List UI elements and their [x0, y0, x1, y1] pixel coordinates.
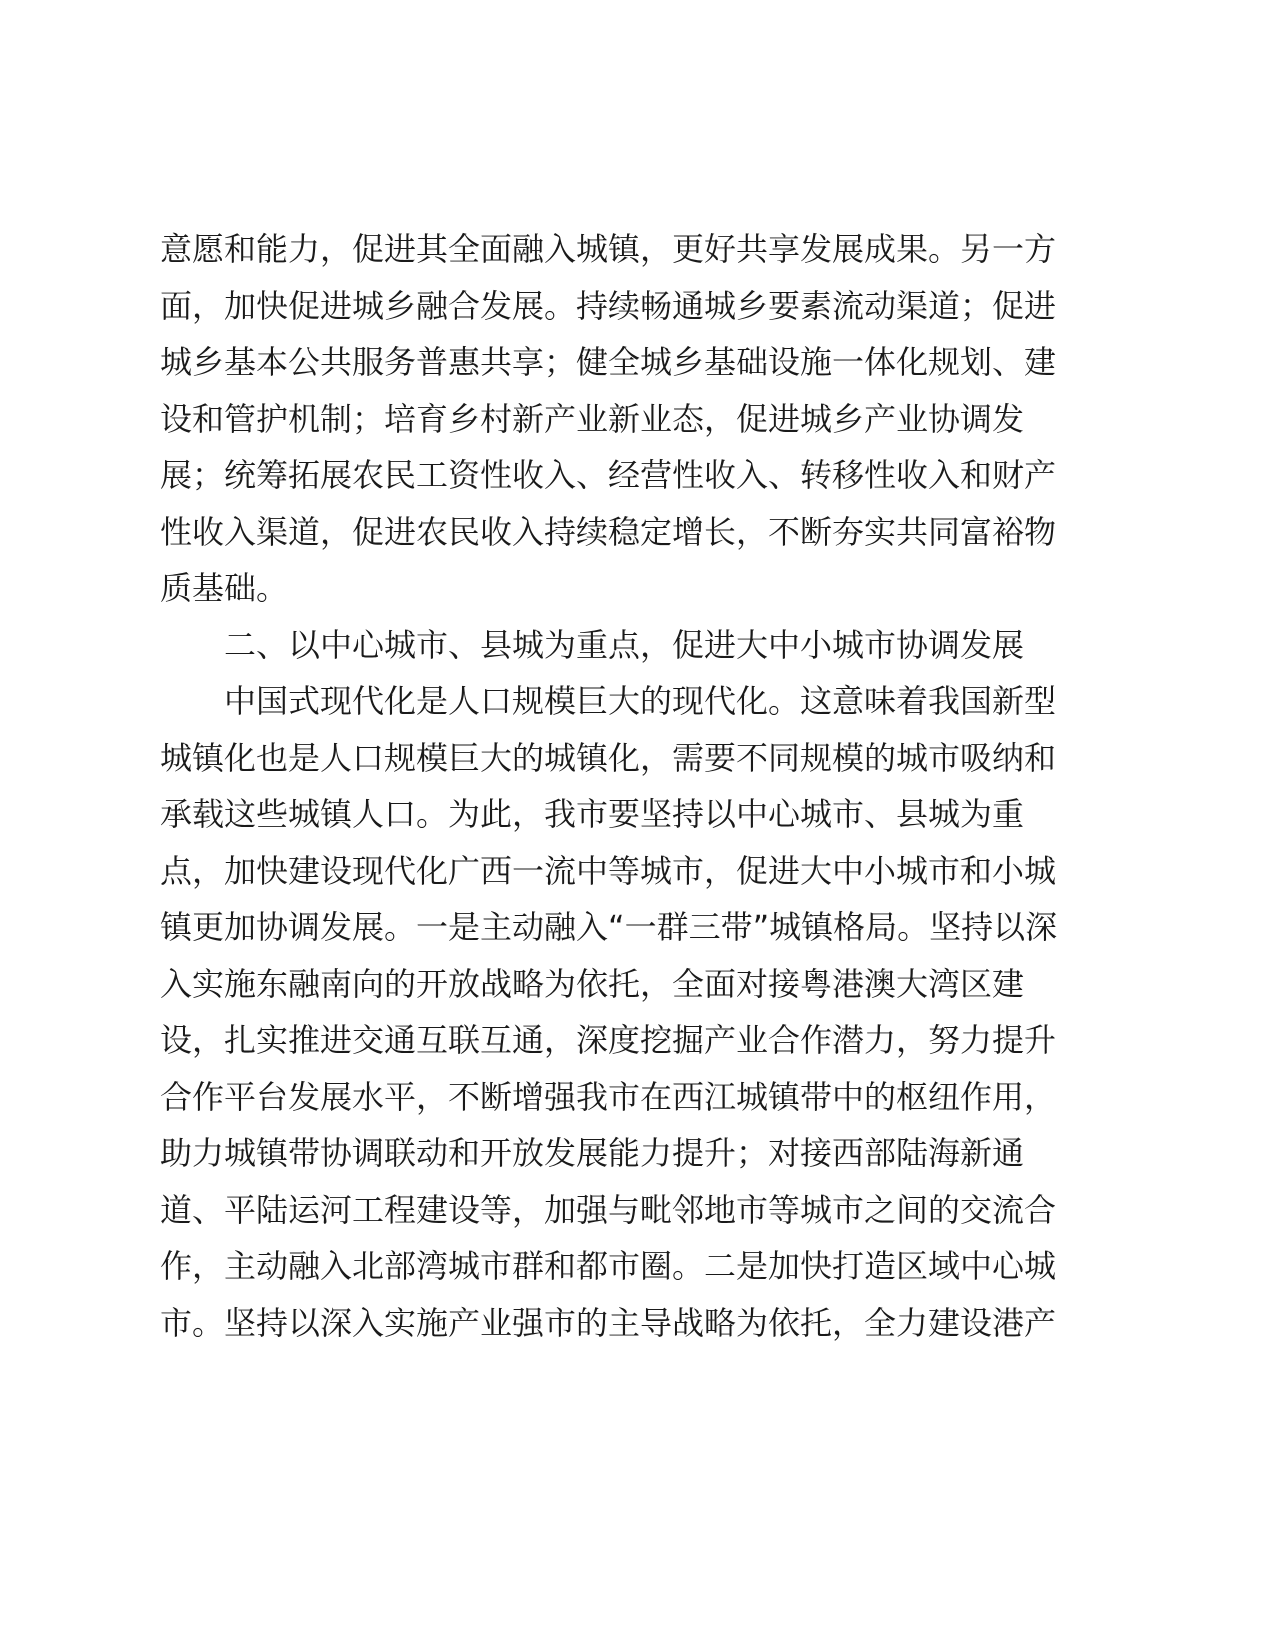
- paragraph-line: 合作平台发展水平，不断增强我市在西江城镇带中的枢纽作用，: [160, 1077, 1057, 1116]
- paragraph-line: 作，主动融入北部湾城市群和都市圈。二是加快打造区域中心城: [160, 1247, 1057, 1285]
- paragraph-line: 展；统筹拓展农民工资性收入、经营性收入、转移性收入和财产: [160, 456, 1057, 494]
- paragraph-line: 城镇化也是人口规模巨大的城镇化，需要不同规模的城市吸纳和: [160, 738, 1057, 777]
- paragraph-line: 城乡基本公共服务普惠共享；健全城乡基础设施一体化规划、建: [160, 343, 1057, 381]
- paragraph-line: 意愿和能力，促进其全面融入城镇，更好共享发展成果。另一方: [160, 230, 1057, 268]
- paragraph-line: 面，加快促进城乡融合发展。持续畅通城乡要素流动渠道；促进: [160, 286, 1057, 325]
- paragraph-line: 点，加快建设现代化广西一流中等城市，促进大中小城市和小城: [160, 851, 1057, 890]
- paragraph-line: 入实施东融南向的开放战略为依托，全面对接粤港澳大湾区建: [160, 964, 1025, 1003]
- paragraph-first-line: 中国式现代化是人口规模巨大的现代化。这意味着我国新型: [224, 682, 1057, 720]
- paragraph-line: 助力城镇带协调联动和开放发展能力提升；对接西部陆海新通: [160, 1134, 1025, 1172]
- paragraph-line: 市。坚持以深入实施产业强市的主导战略为依托，全力建设港产: [160, 1303, 1057, 1342]
- paragraph-line: 镇更加协调发展。一是主动融入“一群三带”城镇格局。坚持以深: [160, 908, 1058, 946]
- paragraph-line: 承载这些城镇人口。为此，我市要坚持以中心城市、县城为重: [160, 795, 1025, 833]
- section-heading: 二、以中心城市、县城为重点，促进大中小城市协调发展: [224, 625, 1025, 664]
- paragraph-line: 道、平陆运河工程建设等，加强与毗邻地市等城市之间的交流合: [160, 1190, 1057, 1229]
- paragraph-line: 性收入渠道，促进农民收入持续稳定增长，不断夯实共同富裕物: [160, 512, 1057, 551]
- body-text: [160, 221, 1060, 1351]
- paragraph-line: 设，扎实推进交通互联互通，深度挖掘产业合作潜力，努力提升: [160, 1021, 1057, 1059]
- paragraph-line: 设和管护机制；培育乡村新产业新业态，促进城乡产业协调发: [160, 399, 1025, 438]
- paragraph-line: 质基础。: [160, 569, 289, 607]
